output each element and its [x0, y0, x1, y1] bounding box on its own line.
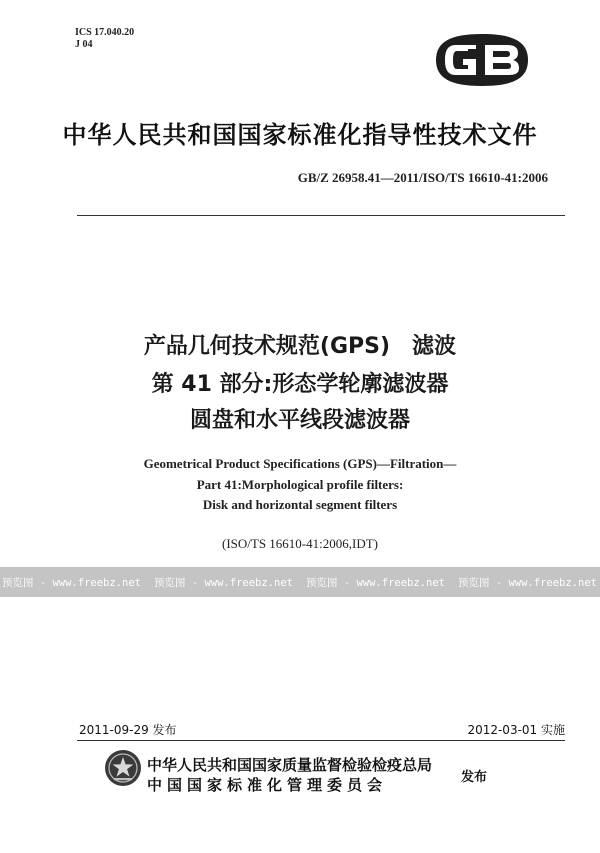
watermark-text: 预览图 - www.freebz.net: [306, 577, 445, 589]
iso-reference: (ISO/TS 16610-41:2006,IDT): [222, 536, 378, 551]
issuer-line2: 中国国家标准化管理委员会: [147, 776, 388, 794]
footer-divider: [77, 740, 565, 741]
watermark-band: [0, 567, 600, 597]
watermark-text: 预览图 - www.freebz.net: [2, 577, 141, 589]
watermark-text: 预览图 - www.freebz.net: [458, 577, 597, 589]
title-cn-line3: 圆盘和水平线段滤波器: [189, 408, 410, 433]
title-en-line3: Disk and horizontal segment filters: [202, 497, 398, 512]
standard-number: GB/Z 26958.41—2011/ISO/TS 16610-41:2006: [297, 170, 548, 185]
national-emblem-seal-icon: [103, 748, 143, 788]
class-code: J 04: [75, 39, 93, 50]
implementation-date: 2012-03-01 实施: [467, 723, 565, 737]
publish-label: 发布: [461, 770, 488, 785]
title-cn-line2: 第 41 部分:形态学轮廓滤波器: [151, 372, 449, 397]
watermark-text: 预览图 - www.freebz.net: [154, 577, 293, 589]
organization-title: 中华人民共和国国家标准化指导性技术文件: [62, 121, 538, 149]
issue-date: 2011-09-29 发布: [79, 723, 177, 737]
classification-codes: [75, 27, 134, 51]
ics-code: ICS 17.040.20: [75, 27, 135, 38]
issuer-line1: 中华人民共和国国家质量监督检验检疫总局: [147, 756, 433, 774]
title-en-line2: Part 41:Morphological profile filters:: [196, 477, 404, 492]
title-cn-line1: 产品几何技术规范(GPS) 滤波: [143, 334, 457, 359]
header-divider: [77, 215, 565, 216]
gb-logo-icon: [432, 32, 532, 88]
title-en-line1: Geometrical Product Specifications (GPS)—Filtration—: [143, 456, 457, 471]
